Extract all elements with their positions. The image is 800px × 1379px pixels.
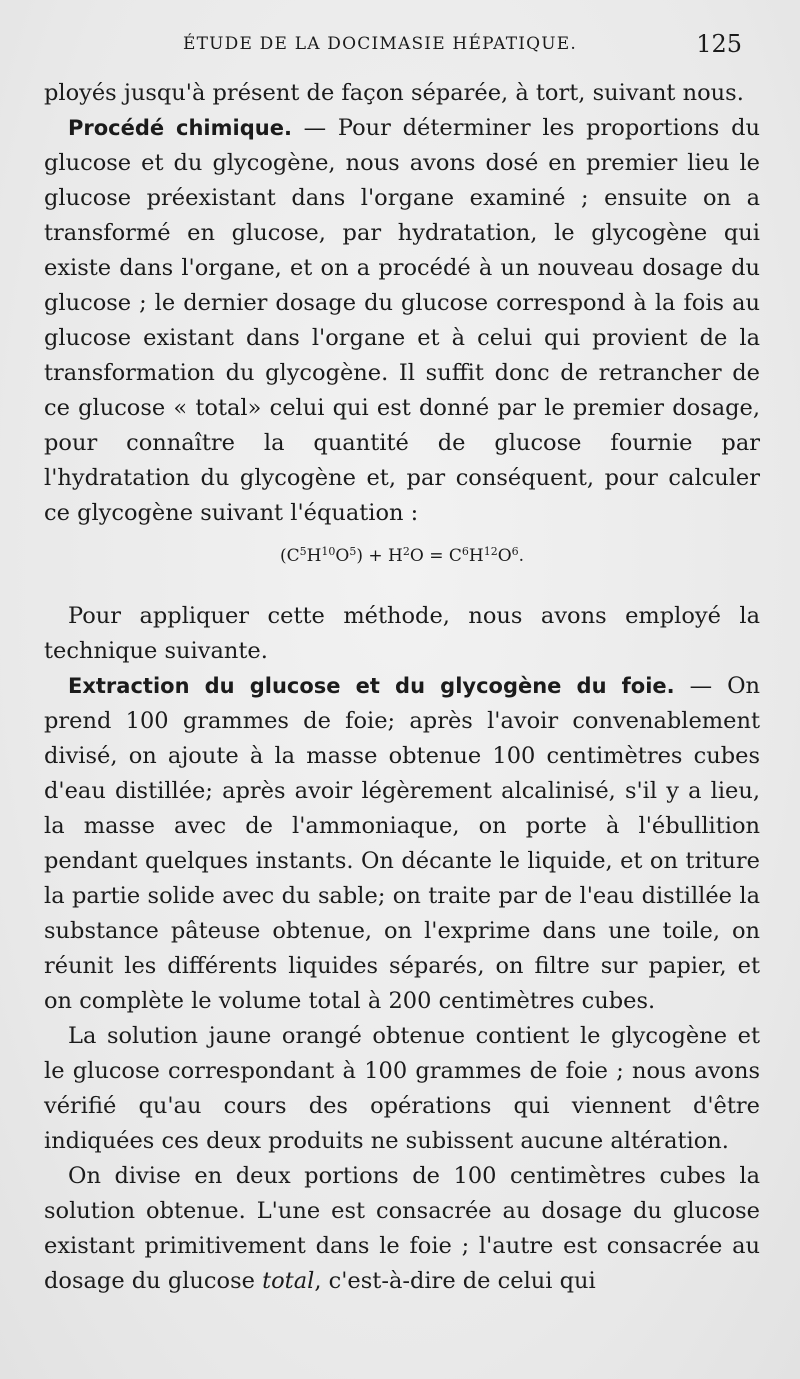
section-heading-extraction: Extraction du glucose et du glycogène du foie. bbox=[68, 674, 675, 698]
paragraph-text: On divise en deux portions de 100 centimètres cubes la solution obtenue. L'une est consacrée au dosage du glucose existant primitivement dans le foie ; l'autre est consacrée au dosage du glucose bbox=[44, 1163, 760, 1294]
emphasis-total: total bbox=[262, 1268, 315, 1294]
paragraph-text-end: , c'est-à-dire de celui qui bbox=[314, 1268, 596, 1294]
paragraph-continuation: ployés jusqu'à présent de façon séparée, à tort, suivant nous. bbox=[44, 80, 744, 106]
paragraph-division bbox=[44, 1159, 760, 1299]
paragraph-extraction bbox=[44, 669, 760, 1019]
chemical-equation: $(C^5H^{10}O^5) + H^2O = C^6H^{12}O^6$. bbox=[279, 545, 525, 566]
paragraph-methode: Pour appliquer cette méthode, nous avons employé la technique suivante. bbox=[44, 603, 760, 664]
paragraph-text: — On prend 100 grammes de foie; après l'avoir convenablement divisé, on ajoute à la masse obtenue 100 centimètres cubes d'eau distillée; après avoir légèrement alcalinisé, s'il y a lieu, la masse avec de l'ammoniaque, on porte à l'ébullition pendant quelques instants. On décante le liquide, et on triture la partie solide avec du sable; on traite par de l'eau distillée la substance pâteuse obtenue, on l'exprime dans une toile, on réunit les différents liquides séparés, on filtre sur papier, et on complète le volume total à 200 centimètres cubes. bbox=[44, 673, 760, 1014]
paragraph-procede-chimique bbox=[44, 111, 760, 531]
section-heading-procede-chimique: Procédé chimique. bbox=[68, 116, 292, 140]
paragraph-text: — Pour déterminer les proportions du glucose et du glycogène, nous avons dosé en premier lieu le glucose préexistant dans l'organe examiné ; ensuite on a transformé en glucose, par hydratation, le glycogène qui existe dans l'organe, et on a procédé à un nouveau dosage du glucose ; le dernier dosage du glucose correspond à la fois au glucose existant dans l'organe et à celui qui provient de la transformation du glycogène. Il suffit donc de retrancher de ce glucose « total» celui qui est donné par le premier dosage, pour connaître la quantité de glucose fournie par l'hydratation du glycogène et, par conséquent, pour calculer ce glycogène suivant l'équation : bbox=[44, 115, 760, 526]
paragraph-solution: La solution jaune orangé obtenue contient le glycogène et le glucose correspondant à 100 grammes de foie ; nous avons vérifié qu'au cours des opérations qui viennent d'être indiquées ces deux produits ne subissent aucune altération. bbox=[44, 1023, 760, 1154]
running-head: ÉTUDE DE LA DOCIMASIE HÉPATIQUE. bbox=[182, 34, 578, 54]
page-number: 125 bbox=[696, 30, 742, 58]
page-body bbox=[44, 76, 760, 1299]
